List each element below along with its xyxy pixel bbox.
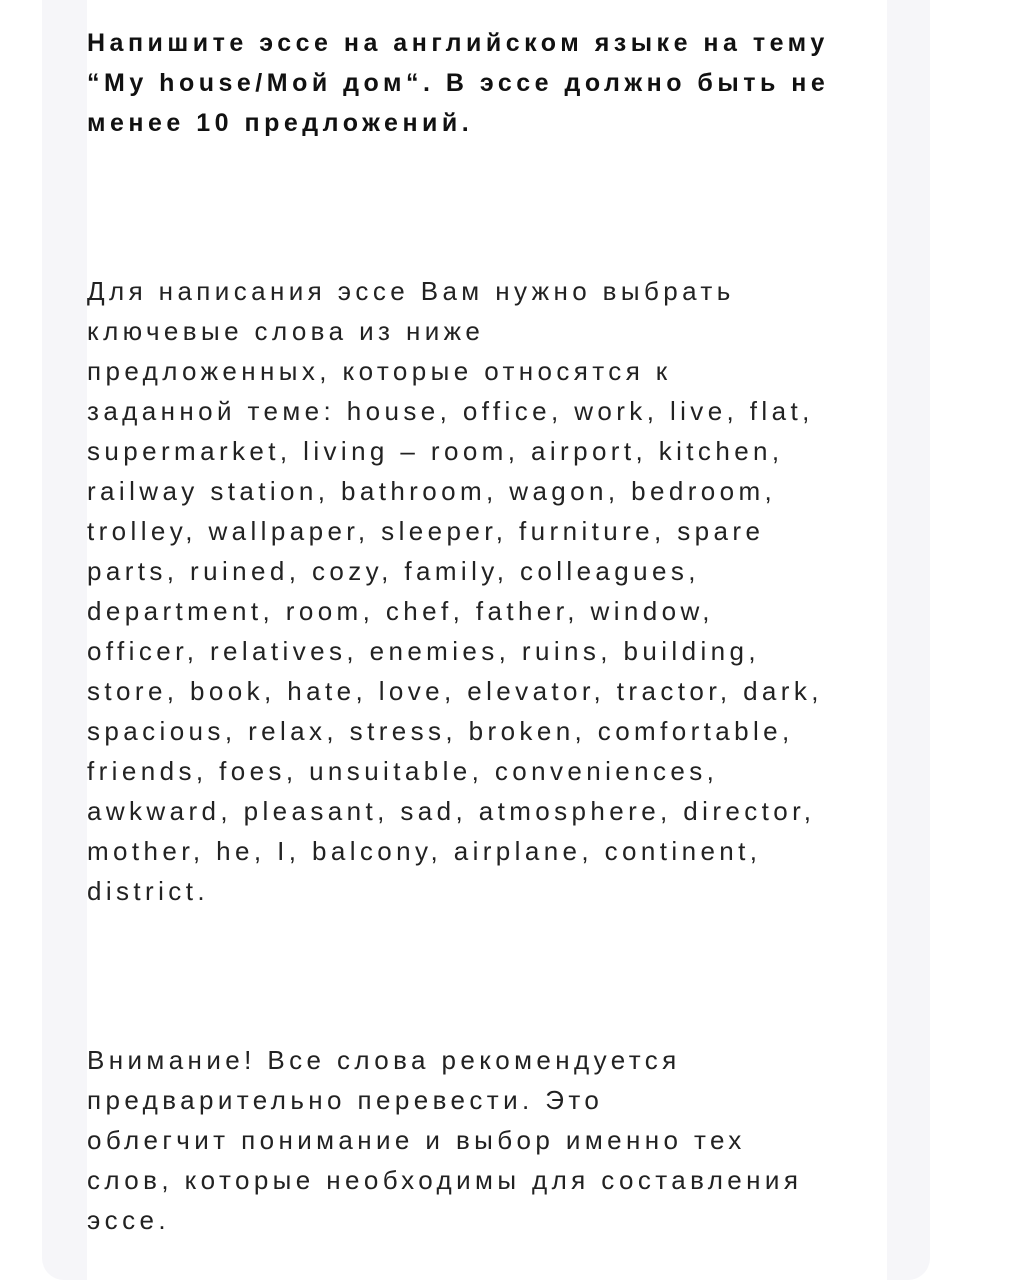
note-paragraph	[87, 1040, 877, 1240]
instructions-line: district.	[87, 876, 209, 906]
note-line: предварительно перевести. Это	[87, 1085, 604, 1115]
instructions-line: supermarket, living – room, airport, kitchen,	[87, 436, 784, 466]
instructions-line: awkward, pleasant, sad, atmosphere, director,	[87, 796, 816, 826]
note-line: Внимание! Все слова рекомендуется	[87, 1045, 681, 1075]
instructions-line: ключевые слова из ниже	[87, 316, 485, 346]
heading-line: менее 10 предложений.	[87, 109, 474, 137]
instructions-line: spacious, relax, stress, broken, comfortable,	[87, 716, 794, 746]
note-line: слов, которые необходимы для составления	[87, 1165, 803, 1195]
heading-line: “My house/Мой дом“. В эссе должно быть не	[87, 69, 830, 97]
instructions-line: parts, ruined, cozy, family, colleagues,	[87, 556, 700, 586]
instructions-line: Для написания эссе Вам нужно выбрать	[87, 276, 735, 306]
note-line: облегчит понимание и выбор именно тех	[87, 1125, 746, 1155]
instructions-paragraph	[87, 271, 877, 911]
instructions-line: заданной теме: house, office, work, live, flat,	[87, 396, 814, 426]
instructions-line: mother, he, I, balcony, airplane, continent,	[87, 836, 762, 866]
instructions-line: предложенных, которые относятся к	[87, 356, 672, 386]
instructions-line: friends, foes, unsuitable, conveniences,	[87, 756, 719, 786]
instructions-line: store, book, hate, love, elevator, tractor, dark,	[87, 676, 823, 706]
instructions-line: trolley, wallpaper, sleeper, furniture, spare	[87, 516, 765, 546]
instructions-line: officer, relatives, enemies, ruins, building,	[87, 636, 760, 666]
task-heading	[87, 23, 877, 143]
instructions-line: department, room, chef, father, window,	[87, 596, 714, 626]
note-line: эссе.	[87, 1205, 170, 1235]
instructions-line: railway station, bathroom, wagon, bedroom,	[87, 476, 777, 506]
heading-line: Напишите эссе на английском языке на тему	[87, 29, 829, 57]
